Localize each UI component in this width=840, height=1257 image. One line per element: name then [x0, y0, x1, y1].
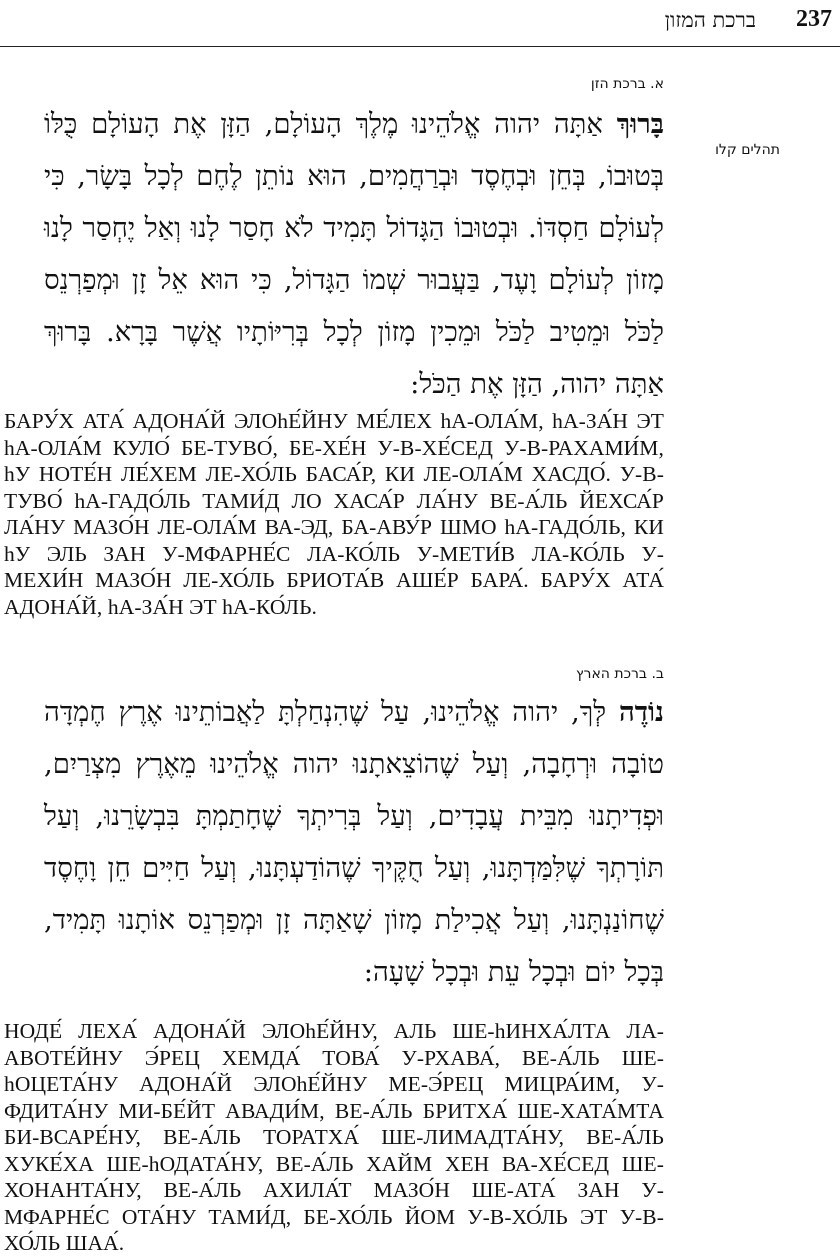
- section-b-hebrew-lead: נוֹדֶה: [618, 696, 664, 728]
- section-a-hebrew: [44, 98, 664, 410]
- section-b-hebrew: [44, 686, 664, 998]
- margin-note-psalms: תהלים קלו: [715, 142, 780, 158]
- running-title: ברכת המזון: [664, 8, 756, 32]
- section-b-hebrew-text: לְּךָ, יהוה אֱלֹהֵינוּ, עַל שֶׁהִנְחַלְתָּ לַאֲבוֹתֵינוּ אֶרֶץ חֶמְדָּה טוֹבָה וּרְחָבָה, וְעַל שֶׁהוֹצֵאתָנוּ יהוה אֱלֹהֵינוּ מֵאֶרֶץ מִצְרַיִם, וּפְדִיתָנוּ מִבֵּית עֲבָדִים, וְעַל בְּרִיתְךָ שֶׁחָתַמְתָּ בִּבְשָׂרֵנוּ, וְעַל תּוֹרָתְךָ שֶׁלִּמַּדְתָּנוּ, וְעַל חֻקֶּיךָ שֶׁהוֹדַעְתָּנוּ, וְעַל חַיִּים חֵן וָחֶסֶד שֶׁחוֹנַנְתָּנוּ, וְעַל אֲכִילַת מָזוֹן שָׁאַתָּה זָן וּמְפַרְנֵס אוֹתָנוּ תָּמִיד, בְּכָל יוֹם וּבְכָל עֵת וּבְכָל שָׁעָה:: [44, 696, 664, 988]
- section-a-heading: א. ברכת הזן: [590, 76, 664, 92]
- running-header: [0, 0, 840, 47]
- section-a-hebrew-lead: בָּרוּךְ: [616, 108, 665, 140]
- section-a-hebrew-text: אַתָּה יהוה אֱלֹהֵינוּ מֶלֶךְ הָעוֹלָם, הַזָּן אֶת הָעוֹלָם כֻּלּוֹ בְּטוּבוֹ, בְּחֵן וּבְחֶסֶד וּבְרַחֲמִים, הוּא נוֹתֵן לֶחֶם לְכָל בָּשָׂר, כִּי לְעוֹלָם חַסְדּוֹ. וּבְטוּבוֹ הַגָּדוֹל תָּמִיד לֹא חָסַר לָנוּ וְאַל יֶחְסַר לָנוּ מָזוֹן לְעוֹלָם וָעֶד, בַּעֲבוּר שְׁמוֹ הַגָּדוֹל, כִּי הוּא אֵל זָן וּמְפַרְנֵס לַכֹּל וּמֵטִיב לַכֹּל וּמֵכִין מָזוֹן לְכָל בְּרִיּוֹתָיו אֲשֶׁר בָּרָא. בָּרוּךְ אַתָּה יהוה, הַזָּן אֶת הַכֹּל:: [44, 108, 664, 400]
- section-b-heading: ב. ברכת הארץ: [575, 666, 664, 682]
- section-b-transliteration: НОДЕ́ ЛЕХА́ АДОНА́Й ЭЛОhЕ́ЙНУ, АЛЬ ШЕ-hИНХА́ЛТА ЛА-АВОТЕ́ЙНУ Э́РЕЦ ХЕМДА́ ТОВА́ У-РХАВА́, ВЕ-А́ЛЬ ШЕ-hОЦЕТА́НУ АДОНА́Й ЭЛОhЕ́ЙНУ МЕ-Э́РЕЦ МИЦРА́ИМ, У-ФДИТА́НУ МИ-БЕ́ЙТ АВАДИ́М, ВЕ-А́ЛЬ БРИТХА́ ШЕ-ХАТА́МТА БИ-ВСАРЕ́НУ, ВЕ-А́ЛЬ ТОРАТХА́ ШЕ-ЛИМАДТА́НУ, ВЕ-А́ЛЬ ХУКЕ́ХА ШЕ-hОДАТА́НУ, ВЕ-А́ЛЬ ХАЙМ ХЕН ВА-ХЕ́СЕД ШЕ-ХОНАНТА́НУ, ВЕ-А́ЛЬ АХИЛА́Т МАЗО́Н ШЕ-АТА́ ЗАН У-МФАРНЕ́С ОТА́НУ ТАМИ́Д, БЕ-ХО́ЛЬ ЙОМ У-В-ХО́ЛЬ ЭТ У-В-ХО́ЛЬ ШАА́.: [4, 1019, 664, 1255]
- section-a-transliteration: БАРУ́Х АТА́ АДОНА́Й ЭЛОhЕ́ЙНУ МЕ́ЛЕХ hА-ОЛА́М, hА-ЗА́Н ЭТ hА-ОЛА́М КУЛО́ БЕ-ТУВО́, БЕ-ХЕ́Н У-В-ХЕ́СЕД У-В-РАХАМИ́М, hУ НОТЕ́Н ЛЕ́ХЕМ ЛЕ-ХО́ЛЬ БАСА́Р, КИ ЛЕ-ОЛА́М ХАСДО́. У-В-ТУВО́ hА-ГАДО́ЛЬ ТАМИ́Д ЛО ХАСА́Р ЛА́НУ ВЕ-А́ЛЬ ЙЕХСА́Р ЛА́НУ МАЗО́Н ЛЕ-ОЛА́М ВА-ЭД, БА-АВУ́Р ШМО hА-ГАДО́ЛЬ, КИ hУ ЭЛЬ ЗАН У-МФАРНЕ́С ЛА-КО́ЛЬ У-МЕТИ́В ЛА-КО́ЛЬ У-МЕХИ́Н МАЗО́Н ЛЕ-ХО́ЛЬ БРИОТА́В АШЕ́Р БАРА́. БАРУ́Х АТА́ АДОНА́Й, hА-ЗА́Н ЭТ hА-КО́ЛЬ.: [4, 409, 664, 619]
- page-number: 237: [796, 6, 832, 32]
